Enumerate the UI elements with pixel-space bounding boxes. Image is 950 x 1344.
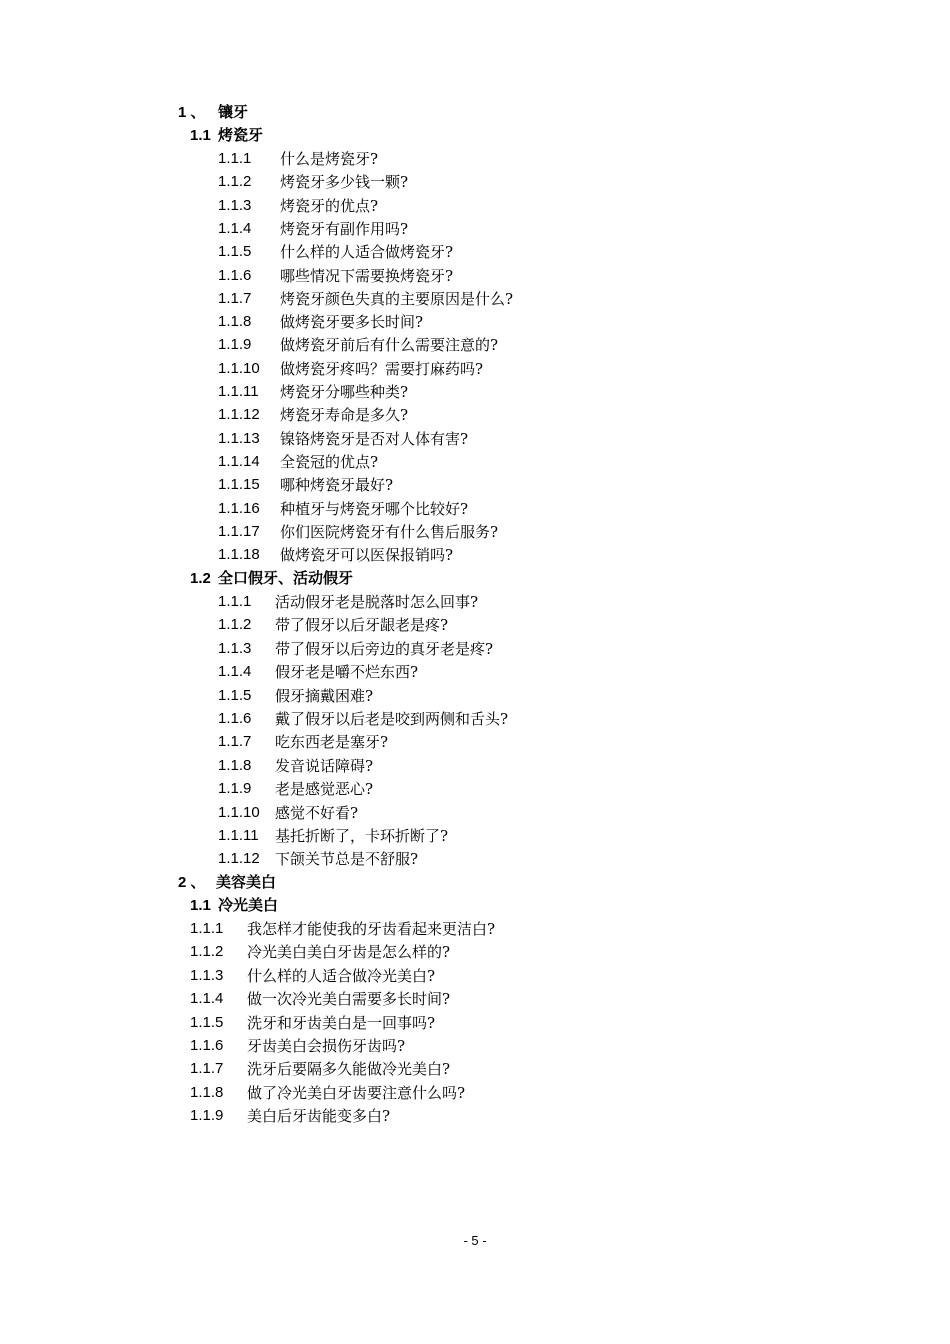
toc-title: 烤瓷牙的优点? [280,196,379,215]
toc-number: 1.1.14 [218,452,260,470]
toc-number: 1.1.6 [218,266,252,284]
toc-number: 1.1.2 [218,616,252,634]
toc-title: 什么是烤瓷牙? [280,150,379,168]
toc-title: 种植牙与烤瓷牙哪个比较好? [280,499,469,518]
toc-number: 1.1.4 [190,990,224,1008]
toc-title: 假牙摘戴困难? [275,686,374,705]
toc-title: 全瓷冠的优点? [280,452,379,471]
toc-number: 1.1.9 [190,1107,224,1125]
toc-title: 哪种烤瓷牙最好? [280,476,394,495]
toc-number: 1.1.5 [218,686,252,704]
toc-number: 1.1.10 [218,803,260,821]
toc-title: 镍铬烤瓷牙是否对人体有害? [280,429,469,448]
toc-title: 做烤瓷牙疼吗？需要打麻药吗? [280,359,484,378]
toc-title: 烤瓷牙颜色失真的主要原因是什么? [280,289,514,308]
toc-title: 烤瓷牙 [218,127,264,144]
toc-number: 1.1.2 [218,173,252,191]
toc-title: 什么样的人适合做烤瓷牙? [280,243,454,262]
toc-title: 冷光美白 [218,897,279,914]
toc-title: 做烤瓷牙可以医保报销吗? [280,546,454,565]
toc-title: 牙齿美白会损伤牙齿吗? [247,1037,406,1055]
toc-number: 1.1.5 [218,243,252,261]
toc-title: 我怎样才能使我的牙齿看起来更洁白? [247,920,496,938]
toc-title: 烤瓷牙多少钱一颗? [280,173,409,192]
toc-number: 1.1.15 [218,476,260,494]
toc-number: 1.1.6 [190,1037,224,1054]
toc-title: 下颌关节总是不舒服? [275,850,419,869]
toc-number: 1.1.3 [218,639,252,657]
toc-title: 烤瓷牙有副作用吗? [280,219,409,238]
toc-number: 1.1.9 [218,780,252,798]
toc-number: 1.1.11 [218,383,259,400]
toc-number: 1.1.3 [218,196,252,214]
toc-number: 1.1.8 [218,756,252,774]
toc-number: 1.1.1 [218,150,252,167]
toc-title: 戴了假牙以后老是咬到两侧和舌头? [275,710,509,728]
toc-number: 2 、 [178,874,206,891]
toc-number: 1.1.7 [218,733,252,751]
toc-title: 感觉不好看? [275,803,359,822]
page-number: - 5 - [463,1233,487,1248]
toc-number: 1.1.9 [218,336,252,354]
toc-title: 做一次冷光美白需要多长时间? [247,990,451,1009]
toc-number: 1.1.2 [190,943,224,961]
toc-number: 1.1.12 [218,850,260,868]
toc-title: 洗牙和牙齿美白是一回事吗? [247,1013,436,1032]
toc-title: 做烤瓷牙要多长时间? [280,313,424,332]
toc-number: 1.1 [190,127,211,144]
toc-title: 带了假牙以后牙龈老是疼? [275,616,449,635]
toc-title: 基托折断了，卡环折断了? [275,827,449,845]
toc-title: 全口假牙、活动假牙 [218,570,354,587]
toc-title: 做了冷光美白牙齿要注意什么吗? [247,1083,466,1102]
toc-number: 1.1.13 [218,429,260,447]
toc-title: 美白后牙齿能变多白? [247,1107,391,1126]
toc-number: 1.1.3 [190,966,224,984]
toc-title: 做烤瓷牙前后有什么需要注意的? [280,336,499,355]
toc-number: 1.1.10 [218,359,260,377]
toc-title: 发音说话障碍? [275,756,374,775]
toc-title: 活动假牙老是脱落时怎么回事? [275,593,479,611]
toc-number: 1.1.4 [218,219,252,237]
toc-number: 1.2 [190,570,211,587]
toc-number: 1.1.16 [218,499,260,517]
toc-title: 镶牙 [218,104,249,121]
toc-number: 1.1.11 [218,827,259,844]
toc-number: 1.1.12 [218,406,260,424]
toc-title: 什么样的人适合做冷光美白? [247,966,436,985]
toc-number: 1.1.6 [218,710,252,727]
toc-title: 美容美白 [216,874,277,891]
toc-number: 1.1.1 [218,593,252,610]
toc-number: 1.1.5 [190,1013,224,1031]
toc-number: 1.1 [190,897,211,914]
toc-number: 1.1.7 [190,1060,224,1078]
toc-title: 洗牙后要隔多久能做冷光美白? [247,1060,451,1079]
toc-title: 吃东西老是塞牙? [275,733,389,752]
toc-number: 1.1.4 [218,663,252,681]
toc-number: 1.1.1 [190,920,224,937]
toc-number: 1 、 [178,104,206,121]
toc-title: 假牙老是嚼不烂东西? [275,663,419,682]
toc-title: 烤瓷牙分哪些种类? [280,383,409,401]
toc-title: 你们医院烤瓷牙有什么售后服务? [280,522,499,541]
toc-title: 冷光美白美白牙齿是怎么样的? [247,943,451,962]
toc-number: 1.1.7 [218,289,252,307]
toc-title: 老是感觉恶心? [275,780,374,799]
toc-title: 带了假牙以后旁边的真牙老是疼? [275,639,494,658]
toc-number: 1.1.8 [190,1083,224,1101]
toc-number: 1.1.18 [218,546,260,564]
toc-title: 烤瓷牙寿命是多久? [280,406,409,425]
toc-title: 哪些情况下需要换烤瓷牙? [280,266,454,285]
toc-number: 1.1.17 [218,522,260,540]
toc-number: 1.1.8 [218,313,252,331]
